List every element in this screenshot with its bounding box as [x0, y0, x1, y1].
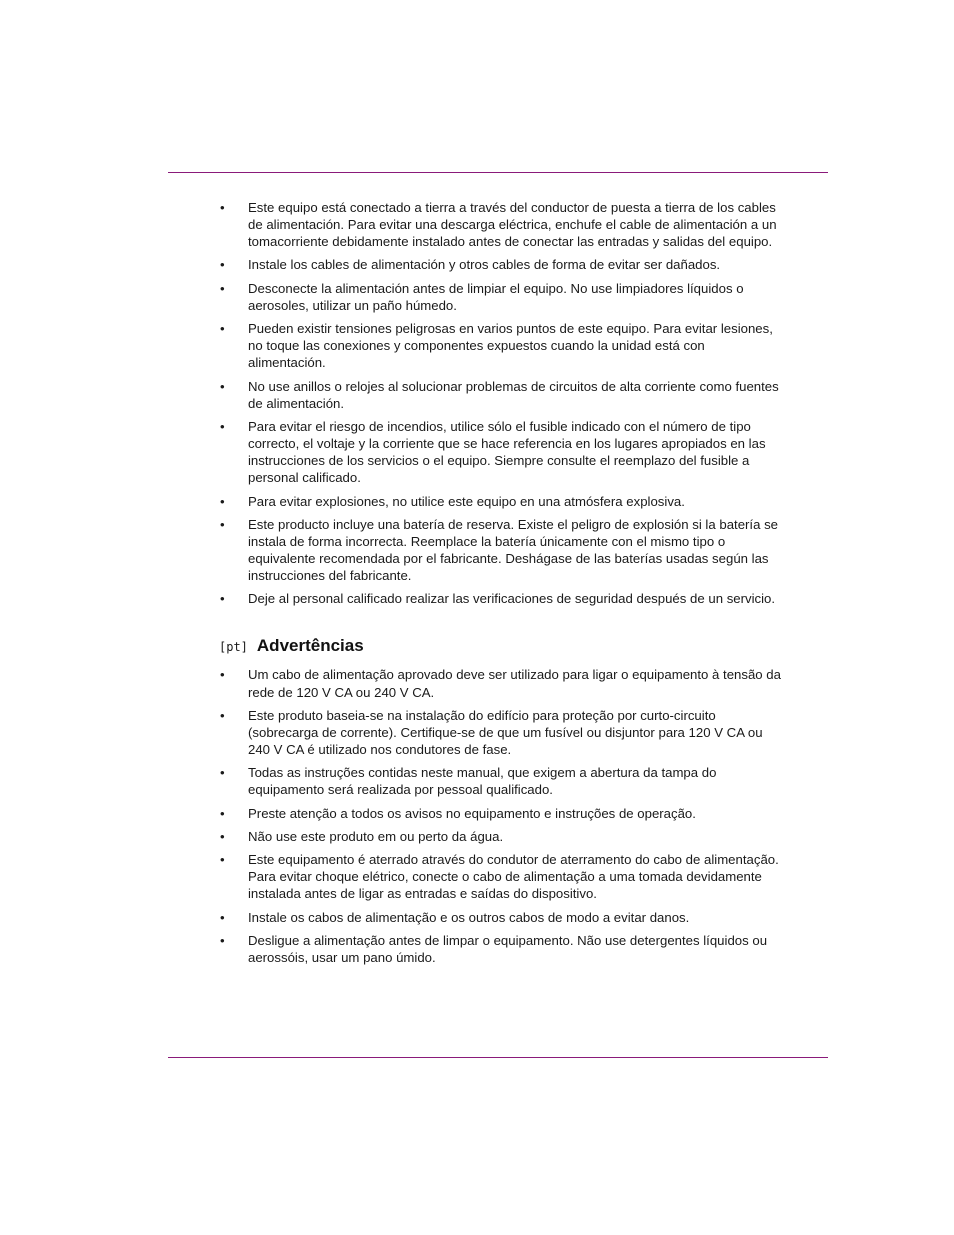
bullet-icon: •: [220, 591, 225, 607]
bullet-icon: •: [220, 909, 225, 925]
bullet-icon: •: [220, 321, 225, 337]
list-item: [219, 378, 784, 412]
list-item: [219, 320, 784, 371]
list-item-text: Deje al personal calificado realizar las verificaciones de seguridad después de un servicio.: [248, 591, 776, 607]
list-item-text: Pueden existir tensiones peligrosas en varios puntos de este equipo. Para evitar lesiones, no toque las conexiones y componentes expuestos cuando la unidad está con alimentación.: [248, 321, 773, 371]
list-item-text: Este produto baseia-se na instalação do edifício para proteção por curto-circuito (sobrecarga de corrente). Certifique-se de que um fusível ou disjuntor para 120 V CA ou 240 V CA é utilizado nos condutores de fase.: [248, 707, 763, 758]
bullet-icon: •: [220, 418, 225, 434]
list-item: [219, 516, 784, 584]
list-item-text: Preste atenção a todos os avisos no equipamento e instruções de operação.: [248, 805, 696, 821]
spanish-warnings-list: [219, 199, 784, 607]
list-item-text: No use anillos o relojes al solucionar problemas de circuitos de alta corriente como fuentes de alimentación.: [248, 378, 779, 411]
header-rule: [168, 172, 828, 173]
list-item-text: Este equipamento é aterrado através do condutor de aterramento do cabo de alimentação. Para evitar choque elétrico, conecte o cabo de alimentação a uma tomada devidamente instalada antes de ligar as entradas e saídas do dispositivo.: [248, 852, 779, 902]
bullet-icon: •: [220, 852, 225, 868]
list-item: [219, 666, 784, 700]
bullet-icon: •: [220, 257, 225, 273]
bullet-icon: •: [220, 280, 225, 296]
list-item-text: Este producto incluye una batería de reserva. Existe el peligro de explosión si la batería se instala de forma incorrecta. Reemplace la batería únicamente con el mismo tipo o equivalente recomendada por el fabricante. Deshágase de las baterías usadas según las instrucciones del fabricante.: [248, 516, 779, 584]
list-item-text: Este equipo está conectado a tierra a través del conductor de puesta a tierra de los cables de alimentación. Para evitar una descarga eléctrica, enchufe el cable de alimentación a un tomacorriente debidamente instalado antes de conectar las entradas y salidas del equipo.: [248, 200, 777, 250]
bullet-icon: •: [220, 805, 225, 821]
section-title: Advertências: [256, 636, 364, 656]
list-item: [219, 199, 784, 250]
list-item: [219, 909, 784, 926]
list-item: [219, 932, 784, 966]
bullet-icon: •: [220, 667, 225, 683]
list-item-text: Um cabo de alimentação aprovado deve ser utilizado para ligar o equipamento à tensão da rede de 120 V CA ou 240 V CA.: [248, 667, 781, 700]
bullet-icon: •: [220, 765, 225, 781]
bullet-icon: •: [220, 933, 225, 948]
list-item: [219, 590, 784, 607]
list-item-text: Não use este produto em ou perto da água.: [248, 828, 504, 844]
bullet-icon: •: [220, 707, 225, 723]
list-item: [219, 707, 784, 758]
list-item-text: Para evitar explosiones, no utilice este equipo en una atmósfera explosiva.: [248, 493, 685, 509]
list-item: [219, 828, 784, 845]
language-tag: [pt]: [219, 640, 248, 655]
list-item-text: Desligue a alimentação antes de limpar o equipamento. Não use detergentes líquidos ou aerossóis, usar um pano úmido.: [248, 933, 768, 966]
page-content: [219, 199, 784, 972]
bullet-icon: •: [220, 828, 225, 844]
list-item: [219, 764, 784, 798]
bullet-icon: •: [220, 516, 225, 532]
section-heading-pt: [219, 636, 784, 656]
list-item: [219, 851, 784, 902]
list-item: [219, 280, 784, 314]
list-item-text: Instale os cabos de alimentação e os outros cabos de modo a evitar danos.: [248, 909, 690, 925]
bullet-icon: •: [220, 200, 225, 215]
portuguese-warnings-list: [219, 666, 784, 966]
footer-rule: [168, 1057, 828, 1058]
list-item: [219, 493, 784, 510]
list-item: [219, 418, 784, 486]
list-item: [219, 256, 784, 273]
list-item: [219, 805, 784, 822]
bullet-icon: •: [220, 378, 225, 394]
bullet-icon: •: [220, 493, 225, 509]
list-item-text: Desconecte la alimentación antes de limpiar el equipo. No use limpiadores líquidos o aerosoles, utilizar un paño húmedo.: [248, 280, 744, 313]
list-item-text: Todas as instruções contidas neste manual, que exigem a abertura da tampa do equipamento será realizada por pessoal qualificado.: [248, 765, 717, 798]
list-item-text: Para evitar el riesgo de incendios, utilice sólo el fusible indicado con el número de tipo correcto, el voltaje y la corriente que se hace referencia en los lugares apropiados en las instrucciones de los servicios o el equipo. Siempre consulte el reemplazo del fusible a personal calificado.: [248, 418, 766, 486]
list-item-text: Instale los cables de alimentación y otros cables de forma de evitar ser dañados.: [248, 257, 721, 273]
